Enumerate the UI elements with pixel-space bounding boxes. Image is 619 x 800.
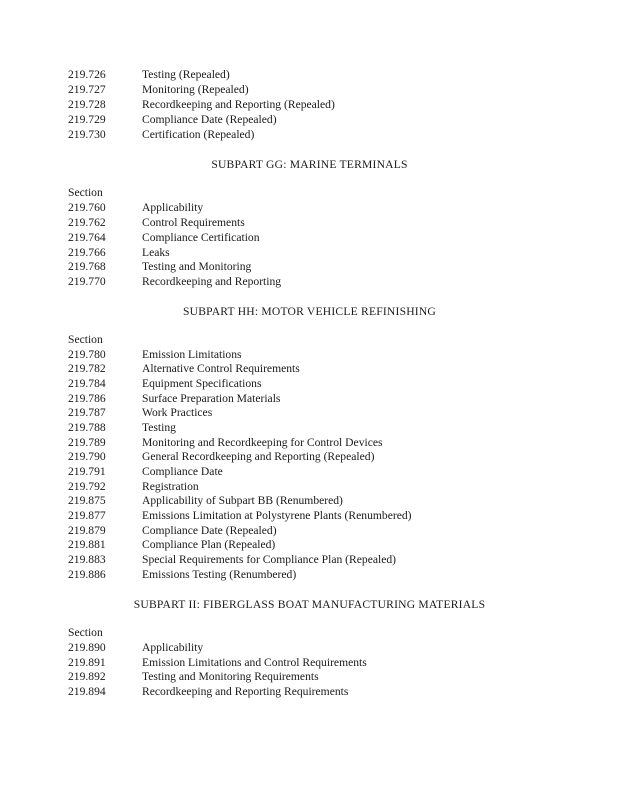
section-number: 219.728 [68, 98, 106, 111]
section-number: 219.786 [68, 392, 106, 405]
section-number: 219.875 [68, 494, 106, 507]
section-title: Monitoring and Recordkeeping for Control Devices [142, 436, 383, 449]
section-title: Special Requirements for Compliance Plan (Repealed) [142, 553, 397, 566]
section-number: 219.881 [68, 538, 106, 551]
section-number: 219.789 [68, 436, 106, 449]
section-title: Testing [142, 421, 176, 434]
section-title: Work Practices [142, 406, 213, 419]
section-title: Control Requirements [142, 216, 245, 229]
section-title: Emission Limitations and Control Requirements [142, 656, 367, 669]
section-title: Equipment Specifications [142, 377, 262, 390]
section-title: Compliance Date [142, 465, 223, 478]
section-number: 219.892 [68, 670, 106, 683]
section-number: 219.768 [68, 260, 106, 273]
section-title: Recordkeeping and Reporting [142, 275, 282, 288]
section-number: 219.762 [68, 216, 106, 229]
section-title: General Recordkeeping and Reporting (Repealed) [142, 450, 375, 463]
section-number: 219.726 [68, 68, 106, 81]
section-title: Testing and Monitoring [142, 260, 252, 273]
subpart-heading: SUBPART GG: MARINE TERMINALS [211, 158, 408, 171]
section-title: Monitoring (Repealed) [142, 83, 249, 96]
section-title: Recordkeeping and Reporting Requirements [142, 685, 349, 698]
section-number: 219.886 [68, 568, 106, 581]
section-number: 219.891 [68, 656, 106, 669]
section-number: 219.784 [68, 377, 106, 390]
section-number: 219.894 [68, 685, 106, 698]
section-title: Compliance Certification [142, 231, 260, 244]
section-column-label: Section [68, 626, 103, 639]
section-title: Recordkeeping and Reporting (Repealed) [142, 98, 335, 111]
section-title: Compliance Date (Repealed) [142, 113, 277, 126]
section-title: Certification (Repealed) [142, 128, 255, 141]
section-number: 219.890 [68, 641, 106, 654]
section-number: 219.883 [68, 553, 106, 566]
section-number: 219.877 [68, 509, 106, 522]
section-title: Testing and Monitoring Requirements [142, 670, 319, 683]
section-title: Surface Preparation Materials [142, 392, 281, 405]
section-title: Applicability [142, 201, 204, 214]
section-title: Emissions Limitation at Polystyrene Plants (Renumbered) [142, 509, 412, 522]
section-number: 219.727 [68, 83, 106, 96]
section-number: 219.791 [68, 465, 106, 478]
section-title: Registration [142, 480, 199, 493]
section-number: 219.729 [68, 113, 106, 126]
section-number: 219.790 [68, 450, 106, 463]
section-title: Emission Limitations [142, 348, 242, 361]
section-column-label: Section [68, 333, 103, 346]
section-number: 219.782 [68, 362, 106, 375]
section-column-label: Section [68, 186, 103, 199]
section-number: 219.879 [68, 524, 106, 537]
section-title: Emissions Testing (Renumbered) [142, 568, 297, 581]
section-number: 219.792 [68, 480, 106, 493]
section-number: 219.730 [68, 128, 106, 141]
section-title: Alternative Control Requirements [142, 362, 300, 375]
section-number: 219.770 [68, 275, 106, 288]
section-title: Applicability of Subpart BB (Renumbered) [142, 494, 343, 507]
section-title: Testing (Repealed) [142, 68, 230, 81]
section-number: 219.787 [68, 406, 106, 419]
section-title: Compliance Plan (Repealed) [142, 538, 276, 551]
section-title: Compliance Date (Repealed) [142, 524, 277, 537]
section-title: Leaks [142, 246, 170, 259]
section-number: 219.780 [68, 348, 106, 361]
section-number: 219.766 [68, 246, 106, 259]
section-title: Applicability [142, 641, 204, 654]
section-number: 219.788 [68, 421, 106, 434]
section-number: 219.760 [68, 201, 106, 214]
subpart-heading: SUBPART HH: MOTOR VEHICLE REFINISHING [183, 305, 436, 318]
section-number: 219.764 [68, 231, 106, 244]
subpart-heading: SUBPART II: FIBERGLASS BOAT MANUFACTURING MATERIALS [133, 598, 486, 611]
